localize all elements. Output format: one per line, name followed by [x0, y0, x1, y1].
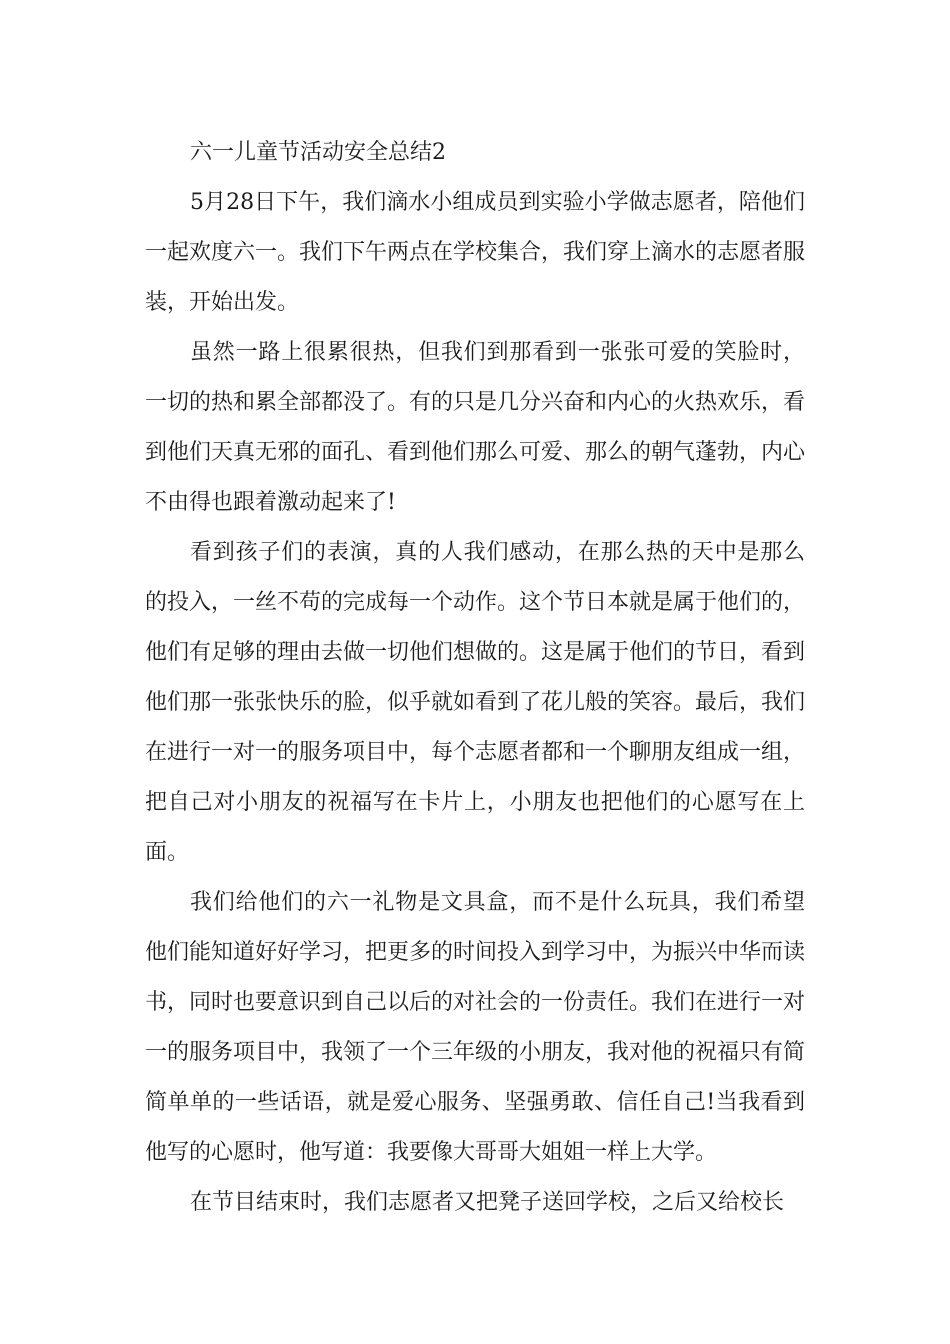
paragraph-3: 看到孩子们的表演，真的人我们感动，在那么热的天中是那么的投入，一丝不苟的完成每一个动作。这个节日本就是属于他们的，他们有足够的理由去做一切他们想做的。这是属于他们的节日，看到他们那一张张快乐的脸，似乎就如看到了花儿般的笑容。最后，我们在进行一对一的服务项目中，每个志愿者都和一个聊朋友组成一组，把自己对小朋友的祝福写在卡片上，小朋友也把他们的心愿写在上面。 [145, 540, 806, 865]
paragraph-1: 5月28日下午，我们滴水小组成员到实验小学做志愿者，陪他们一起欢度六一。我们下午两点在学校集合，我们穿上滴水的志愿者服装，开始出发。 [145, 190, 806, 315]
paragraph-5: 在节目结束时，我们志愿者又把凳子送回学校，之后又给校长 [190, 1190, 785, 1215]
paragraph-2: 虽然一路上很累很热，但我们到那看到一张张可爱的笑脸时，一切的热和累全部都没了。有的只是几分兴奋和内心的火热欢乐，看到他们天真无邪的面孔、看到他们那么可爱、那么的朝气蓬勃，内心不由得也跟着激动起来了! [145, 340, 806, 515]
paragraph-4: 我们给他们的六一礼物是文具盒，而不是什么玩具，我们希望他们能知道好好学习，把更多的时间投入到学习中，为振兴中华而读书，同时也要意识到自己以后的对社会的一份责任。我们在进行一对一的服务项目中，我领了一个三年级的小朋友，我对他的祝福只有简简单单的一些话语，就是爱心服务、坚强勇敢、信任自己!当我看到他写的心愿时，他写道：我要像大哥哥大姐姐一样上大学。 [145, 890, 806, 1165]
document-body [145, 128, 805, 1228]
document-title: 六一儿童节活动安全总结2 [190, 140, 446, 165]
